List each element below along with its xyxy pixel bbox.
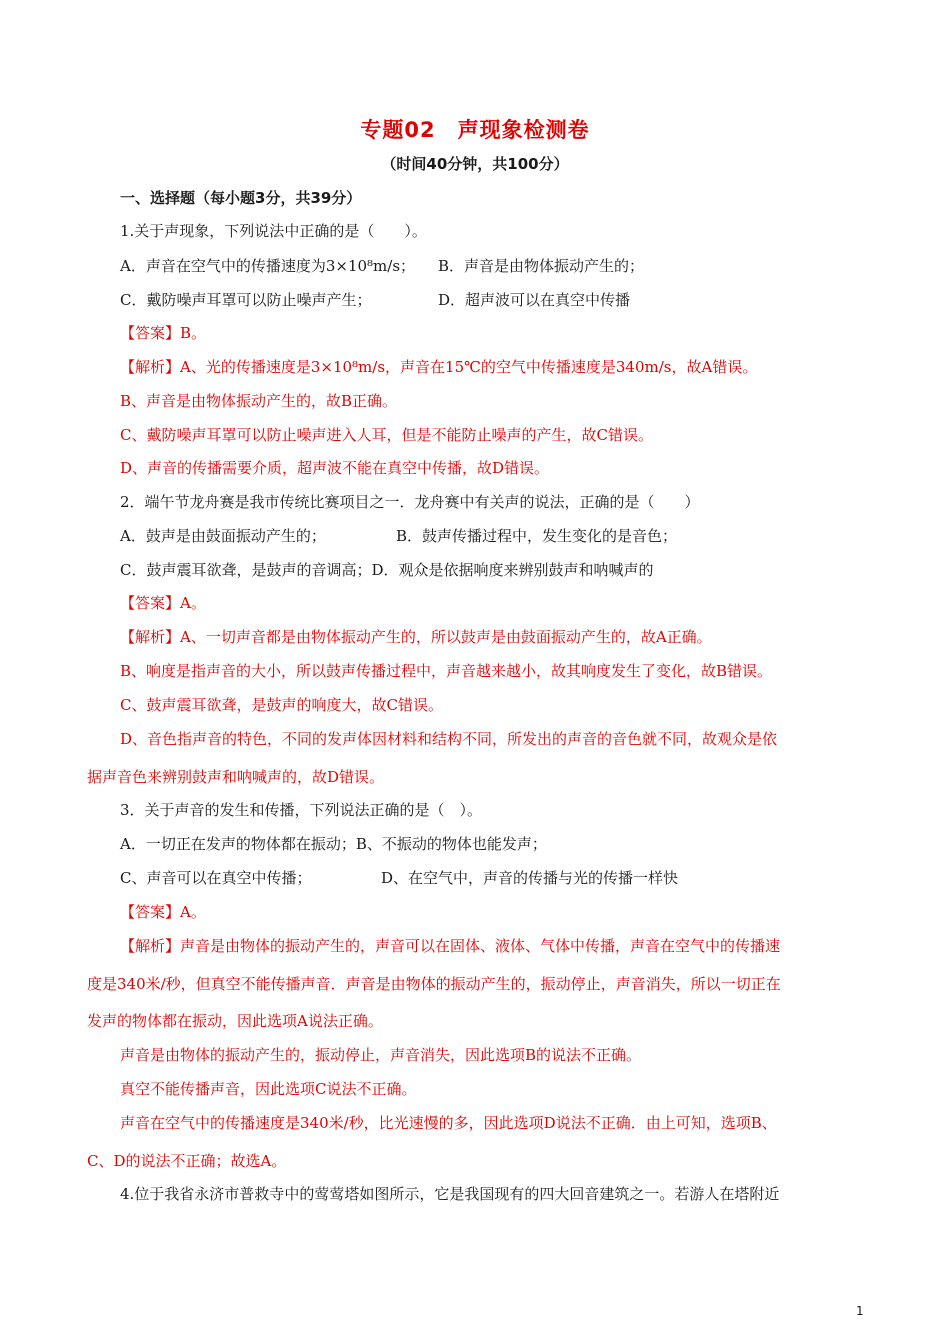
q1-option-b: B．声音是由物体振动产生的；: [438, 257, 645, 275]
q2-analysis-2: B、响度是指声音的大小，所以鼓声传播过程中，声音越来越小，故其响度发生了变化，故B错误。: [120, 662, 773, 680]
q3-option-ab: A．一切正在发声的物体都在振动；B、不振动的物体也能发声；: [120, 835, 547, 853]
q3-analysis-3: 真空不能传播声音，因此选项C说法不正确。: [120, 1080, 417, 1098]
q2-analysis-4a: D、音色指声音的特色，不同的发声体因材料和结构不同，所发出的声音的音色就不同，故观众是依: [120, 730, 778, 748]
q2-option-b: B．鼓声传播过程中，发生变化的是音色；: [396, 527, 678, 545]
q1-analysis-4: D、声音的传播需要介质，超声波不能在真空中传播，故D错误。: [120, 459, 550, 477]
q2-option-a: A．鼓声是由鼓面振动产生的；: [120, 527, 326, 545]
q2-analysis-1: 【解析】A、一切声音都是由物体振动产生的，所以鼓声是由鼓面振动产生的，故A正确。: [120, 628, 712, 646]
q2-answer: 【答案】A。: [120, 594, 206, 612]
q2-option-cd: C．鼓声震耳欲聋，是鼓声的音调高；D．观众是依据响度来辨别鼓声和呐喊声的: [120, 561, 654, 579]
q1-answer: 【答案】B。: [120, 324, 207, 342]
q2-stem: 2．端午节龙舟赛是我市传统比赛项目之一．龙舟赛中有关声的说法，正确的是（ ）: [120, 493, 700, 511]
q1-analysis-1: 【解析】A、光的传播速度是3×10⁸m/s，声音在15℃的空气中传播速度是340m/s，故A错误。: [120, 358, 758, 376]
q2-analysis-4b: 据声音色来辨别鼓声和呐喊声的，故D错误。: [87, 768, 385, 786]
q4-stem: 4.位于我省永济市普救寺中的莺莺塔如图所示，它是我国现有的四大回音建筑之一。若游人在塔附近: [120, 1185, 780, 1203]
q3-analysis-1a: 【解析】声音是由物体的振动产生的，声音可以在固体、液体、气体中传播，声音在空气中的传播速: [120, 937, 781, 955]
q1-analysis-2: B、声音是由物体振动产生的，故B正确。: [120, 392, 398, 410]
page-subtitle: （时间40分钟，共100分）: [381, 155, 569, 173]
q3-option-d: D、在空气中，声音的传播与光的传播一样快: [381, 869, 679, 887]
q3-option-c: C、声音可以在真空中传播；: [120, 869, 312, 887]
q3-analysis-4b: C、D的说法不正确；故选A。: [87, 1152, 287, 1170]
q3-analysis-2: 声音是由物体的振动产生的，振动停止，声音消失，因此选项B的说法不正确。: [120, 1046, 642, 1064]
q3-analysis-4a: 声音在空气中的传播速度是340米/秒，比光速慢的多，因此选项D说法不正确．由上可知，选项B、: [120, 1114, 777, 1132]
q1-analysis-3: C、戴防噪声耳罩可以防止噪声进入人耳，但是不能防止噪声的产生，故C错误。: [120, 426, 653, 444]
q1-option-a: A．声音在空气中的传播速度为3×10⁸m/s；: [120, 257, 416, 275]
q1-option-c: C．戴防噪声耳罩可以防止噪声产生；: [120, 291, 372, 309]
q3-analysis-1c: 发声的物体都在振动，因此选项A说法正确。: [87, 1012, 383, 1030]
section-heading: 一、选择题（每小题3分，共39分）: [120, 189, 362, 207]
q3-stem: 3．关于声音的发生和传播，下列说法正确的是（ ）。: [120, 801, 483, 819]
q3-analysis-1b: 度是340米/秒，但真空不能传播声音．声音是由物体的振动产生的，振动停止，声音消失，所以一切正在: [87, 975, 781, 993]
page-title: 专题02 声现象检测卷: [360, 118, 590, 142]
page-number: 1: [856, 1304, 864, 1318]
q1-stem: 1.关于声现象，下列说法中正确的是（ ）。: [120, 222, 427, 240]
q2-analysis-3: C、鼓声震耳欲聋，是鼓声的响度大，故C错误。: [120, 696, 443, 714]
q1-option-d: D．超声波可以在真空中传播: [438, 291, 631, 309]
q3-answer: 【答案】A。: [120, 903, 206, 921]
